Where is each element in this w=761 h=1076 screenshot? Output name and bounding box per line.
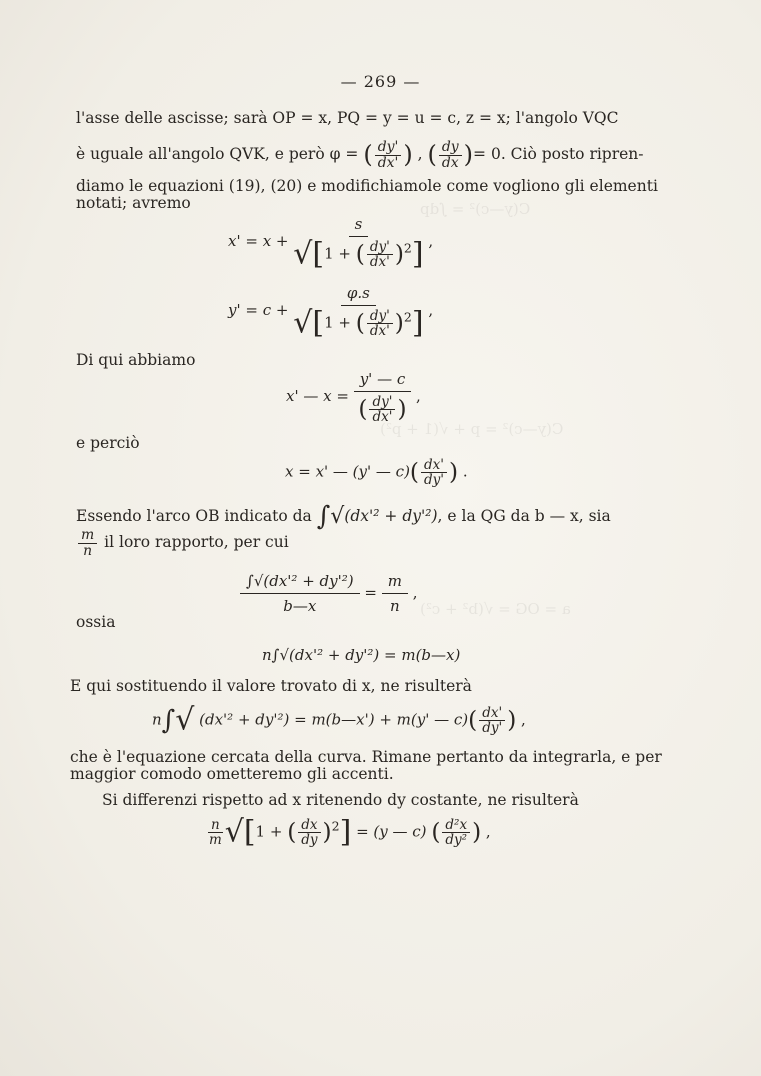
text-line: e perciò (76, 434, 140, 452)
equation-x: x = x' — (y' — c)( $\frac{dx'}{dy'}$ ) . (285, 457, 468, 489)
text-line: che è l'equazione cercata della curva. Rimane pertanto da integrarla, e per (70, 748, 662, 766)
text-line: E qui sostituendo il valore trovato di x, ne risulterà (70, 677, 472, 695)
text-line: $\frac{m}{n}$ il loro rapporto, per cui (76, 528, 289, 558)
text-line: Si differenzi rispetto ad x ritenendo dy costante, ne risulterà (102, 791, 579, 809)
equation-x-prime: x' = x + s √[1 + ( $\frac{dy'}{dx'}$ )$^2$] , (228, 215, 434, 272)
text-line: notati; avremo (76, 194, 191, 212)
text-line: diamo le equazioni (19), (20) e modifichiamole come vogliono gli elementi (76, 177, 658, 195)
text-line: Di qui abbiamo (76, 351, 196, 369)
equation-curve: n∫√ (dx'² + dy'²) = m(b—x') + m(y' — c)( $\frac{dx'}{dy'}$ ) , (152, 702, 526, 738)
text-line: è uguale all'angolo QVK, e però φ = ( $\frac{dy'}{dx'}$ ) , ( $\frac{dy}{dx}$ )= 0. Ciò posto ripren- (76, 139, 644, 171)
text-line: l'asse delle ascisse; sarà OP = x, PQ = y = u = c, z = x; l'angolo VQC (76, 109, 619, 127)
equation-difference: x' — x = y' — c ( $\frac{dy'}{dx'}$ ) , (286, 370, 421, 426)
bleed-through: C(y—c)² = p + √(1 + p²) (380, 420, 564, 438)
bleed-through: C(y—c)² = ∫dp (420, 200, 531, 218)
equation-integral: n∫√(dx'² + dy'²) = m(b—x) (262, 646, 461, 664)
text-line: ossia (76, 613, 116, 631)
text-line: Essendo l'arco OB indicato da ∫√(dx'² + dy'²), e la QG da b — x, sia (76, 501, 611, 532)
equation-ratio: $\frac{\text{∫√(dx'² + dy'²)}}{b—x}$ = $\frac{m}{n}$ , (240, 572, 417, 615)
page-number: — 269 — (340, 72, 421, 91)
bleed-through: a = OG = √(b² + c²) (420, 600, 571, 618)
equation-y-prime: y' = c + φ.s √[1 + ( $\frac{dy'}{dx'}$ )$^2$] , (228, 284, 434, 341)
equation-differential: $\frac{n}{m}$ √[1 + ( $\frac{dx}{dy}$ )$^2$] = (y — c) ( $\frac{\text{d²x}}{\text{dy²}}$ ) , (208, 814, 491, 850)
text-line: maggior comodo ometteremo gli accenti. (70, 765, 394, 783)
